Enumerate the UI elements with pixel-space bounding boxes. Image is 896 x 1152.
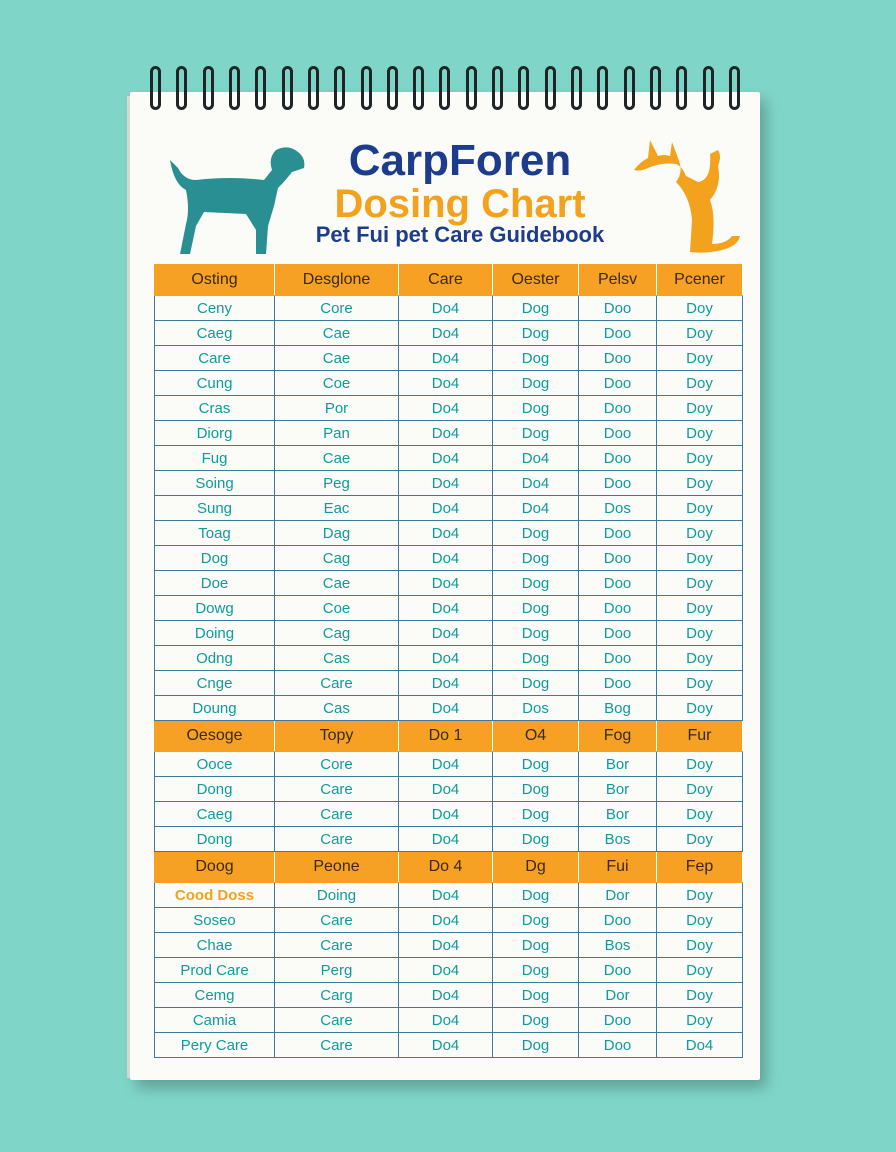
table-cell: Do4	[399, 571, 493, 596]
spiral-ring	[624, 66, 635, 110]
table-row	[155, 421, 743, 446]
table-row	[155, 521, 743, 546]
column-header: O4	[493, 721, 579, 752]
table-cell: Core	[275, 296, 399, 321]
table-cell: Doing	[275, 883, 399, 908]
table-cell: Cras	[155, 396, 275, 421]
table-cell: Cae	[275, 571, 399, 596]
table-cell: Dog	[493, 346, 579, 371]
table-cell: Dong	[155, 827, 275, 852]
table-cell: Dor	[579, 883, 657, 908]
table-row	[155, 371, 743, 396]
table-cell: Care	[275, 1008, 399, 1033]
table-cell: Cas	[275, 696, 399, 721]
column-header: Pelsv	[579, 265, 657, 296]
table-cell: Dog	[493, 883, 579, 908]
table-cell: Eac	[275, 496, 399, 521]
table-cell: Dog	[493, 908, 579, 933]
table-cell: Do4	[399, 908, 493, 933]
spiral-ring	[492, 66, 503, 110]
table-cell: Dog	[493, 671, 579, 696]
table-row	[155, 596, 743, 621]
table-cell: Bor	[579, 752, 657, 777]
table-cell: Bor	[579, 777, 657, 802]
spiral-ring	[255, 66, 266, 110]
table-cell: Dog	[493, 646, 579, 671]
table-cell: Doo	[579, 446, 657, 471]
table-cell: Por	[275, 396, 399, 421]
spiral-ring	[571, 66, 582, 110]
table-cell: Care	[275, 671, 399, 696]
table-row	[155, 471, 743, 496]
table-cell: Dowg	[155, 596, 275, 621]
table-cell: Doung	[155, 696, 275, 721]
table-row	[155, 396, 743, 421]
column-header: Peone	[275, 852, 399, 883]
table-cell: Toag	[155, 521, 275, 546]
table-row	[155, 621, 743, 646]
spiral-ring	[334, 66, 345, 110]
table-cell: Doo	[579, 908, 657, 933]
table-cell: Doy	[657, 496, 743, 521]
table-cell: Doo	[579, 396, 657, 421]
table-cell: Doe	[155, 571, 275, 596]
table-cell: Do4	[399, 933, 493, 958]
table-cell: Cae	[275, 346, 399, 371]
table-cell: Cag	[275, 621, 399, 646]
table-cell: Doo	[579, 546, 657, 571]
table-cell: Dog	[155, 546, 275, 571]
table-cell: Dog	[493, 1033, 579, 1058]
table-cell: Coe	[275, 596, 399, 621]
table-row	[155, 983, 743, 1008]
table-cell: Soing	[155, 471, 275, 496]
table-cell: Doy	[657, 908, 743, 933]
table-cell: Do4	[399, 1033, 493, 1058]
table-cell: Cood Doss	[155, 883, 275, 908]
section-header-row	[155, 721, 743, 752]
table-cell: Do4	[657, 1033, 743, 1058]
table-cell: Dog	[493, 1008, 579, 1033]
table-cell: Dos	[493, 696, 579, 721]
table-cell: Care	[275, 933, 399, 958]
table-cell: Pan	[275, 421, 399, 446]
table-cell: Do4	[399, 471, 493, 496]
table-cell: Dog	[493, 421, 579, 446]
table-cell: Cnge	[155, 671, 275, 696]
table-row	[155, 696, 743, 721]
table-cell: Do4	[399, 646, 493, 671]
column-header: Oesoge	[155, 721, 275, 752]
column-header: Do 1	[399, 721, 493, 752]
table-row	[155, 571, 743, 596]
table-cell: Doo	[579, 596, 657, 621]
table-cell: Do4	[399, 421, 493, 446]
table-cell: Cemg	[155, 983, 275, 1008]
table-cell: Cag	[275, 546, 399, 571]
spiral-ring	[545, 66, 556, 110]
column-header: Do 4	[399, 852, 493, 883]
table-cell: Doy	[657, 883, 743, 908]
table-cell: Dog	[493, 802, 579, 827]
table-cell: Do4	[399, 546, 493, 571]
table-cell: Doy	[657, 696, 743, 721]
table-cell: Bog	[579, 696, 657, 721]
table-cell: Do4	[399, 958, 493, 983]
table-cell: Do4	[399, 1008, 493, 1033]
table-cell: Care	[155, 346, 275, 371]
table-cell: Caeg	[155, 802, 275, 827]
table-cell: Doy	[657, 827, 743, 852]
cat-silhouette-icon	[626, 136, 746, 260]
table-cell: Do4	[399, 621, 493, 646]
table-cell: Do4	[399, 346, 493, 371]
table-cell: Dog	[493, 777, 579, 802]
table-cell: Doo	[579, 346, 657, 371]
table-cell: Bos	[579, 827, 657, 852]
table-row	[155, 933, 743, 958]
table-cell: Bos	[579, 933, 657, 958]
table-cell: Doo	[579, 371, 657, 396]
table-cell: Prod Care	[155, 958, 275, 983]
table-cell: Do4	[399, 321, 493, 346]
table-cell: Doo	[579, 421, 657, 446]
table-cell: Doo	[579, 321, 657, 346]
table-row	[155, 446, 743, 471]
spiral-ring	[308, 66, 319, 110]
table-cell: Doo	[579, 296, 657, 321]
table-cell: Doo	[579, 521, 657, 546]
table-cell: Ceny	[155, 296, 275, 321]
table-cell: Doy	[657, 471, 743, 496]
table-cell: Care	[275, 777, 399, 802]
table-row	[155, 1008, 743, 1033]
table-cell: Core	[275, 752, 399, 777]
table-cell: Coe	[275, 371, 399, 396]
table-cell: Dog	[493, 596, 579, 621]
dog-silhouette-icon	[160, 140, 310, 260]
table-cell: Doy	[657, 777, 743, 802]
table-cell: Do4	[493, 446, 579, 471]
table-row	[155, 958, 743, 983]
table-cell: Doo	[579, 621, 657, 646]
table-row	[155, 496, 743, 521]
table-cell: Doy	[657, 396, 743, 421]
spiral-ring	[518, 66, 529, 110]
table-cell: Doo	[579, 671, 657, 696]
table-row	[155, 827, 743, 852]
table-cell: Do4	[399, 671, 493, 696]
chart-subtitle: Pet Fui pet Care Guidebook	[315, 222, 605, 247]
column-header: Topy	[275, 721, 399, 752]
table-cell: Do4	[399, 396, 493, 421]
table-cell: Doy	[657, 983, 743, 1008]
table-row	[155, 546, 743, 571]
table-cell: Dag	[275, 521, 399, 546]
table-cell: Dog	[493, 321, 579, 346]
spiral-ring	[439, 66, 450, 110]
column-header: Osting	[155, 265, 275, 296]
table-row	[155, 908, 743, 933]
table-row	[155, 752, 743, 777]
table-row	[155, 802, 743, 827]
table-cell: Dog	[493, 827, 579, 852]
table-row	[155, 321, 743, 346]
section-header-row	[155, 265, 743, 296]
table-cell: Do4	[399, 752, 493, 777]
table-cell: Dog	[493, 396, 579, 421]
table-cell: Doy	[657, 421, 743, 446]
table-cell: Doy	[657, 621, 743, 646]
table-cell: Doo	[579, 958, 657, 983]
table-row	[155, 883, 743, 908]
section-header-row	[155, 852, 743, 883]
table-cell: Cae	[275, 446, 399, 471]
spiral-ring	[361, 66, 372, 110]
table-cell: Pery Care	[155, 1033, 275, 1058]
column-header: Pcener	[657, 265, 743, 296]
table-cell: Cung	[155, 371, 275, 396]
spiral-ring	[150, 66, 161, 110]
spiral-ring	[466, 66, 477, 110]
table-cell: Peg	[275, 471, 399, 496]
table-cell: Doy	[657, 571, 743, 596]
spiral-ring	[650, 66, 661, 110]
table-cell: Doo	[579, 471, 657, 496]
table-cell: Dog	[493, 296, 579, 321]
table-cell: Dong	[155, 777, 275, 802]
table-cell: Ooce	[155, 752, 275, 777]
table-cell: Dog	[493, 621, 579, 646]
table-cell: Do4	[399, 371, 493, 396]
table-cell: Doo	[579, 571, 657, 596]
table-cell: Dog	[493, 546, 579, 571]
table-cell: Bor	[579, 802, 657, 827]
table-cell: Doy	[657, 958, 743, 983]
table-cell: Doy	[657, 296, 743, 321]
spiral-ring	[597, 66, 608, 110]
spiral-ring	[229, 66, 240, 110]
column-header: Desglone	[275, 265, 399, 296]
table-cell: Do4	[399, 296, 493, 321]
table-cell: Doy	[657, 446, 743, 471]
spiral-ring	[203, 66, 214, 110]
table-cell: Perg	[275, 958, 399, 983]
table-cell: Doy	[657, 802, 743, 827]
table-cell: Dor	[579, 983, 657, 1008]
column-header: Doog	[155, 852, 275, 883]
table-row	[155, 646, 743, 671]
table-cell: Fug	[155, 446, 275, 471]
table-cell: Do4	[399, 802, 493, 827]
table-cell: Dos	[579, 496, 657, 521]
table-cell: Care	[275, 908, 399, 933]
table-cell: Cae	[275, 321, 399, 346]
table-cell: Do4	[399, 521, 493, 546]
table-row	[155, 1033, 743, 1058]
table-cell: Doy	[657, 371, 743, 396]
table-cell: Do4	[399, 827, 493, 852]
column-header: Fur	[657, 721, 743, 752]
table-cell: Doy	[657, 933, 743, 958]
table-cell: Dog	[493, 752, 579, 777]
column-header: Dg	[493, 852, 579, 883]
table-cell: Doy	[657, 646, 743, 671]
table-cell: Camia	[155, 1008, 275, 1033]
table-cell: Dog	[493, 983, 579, 1008]
column-header: Care	[399, 265, 493, 296]
spiral-ring	[282, 66, 293, 110]
column-header: Fog	[579, 721, 657, 752]
table-cell: Doy	[657, 346, 743, 371]
table-cell: Doo	[579, 1008, 657, 1033]
table-cell: Doo	[579, 1033, 657, 1058]
table-cell: Soseo	[155, 908, 275, 933]
table-cell: Dog	[493, 371, 579, 396]
table-cell: Doy	[657, 596, 743, 621]
spiral-binding	[150, 66, 740, 112]
table-cell: Care	[275, 827, 399, 852]
dosing-table	[154, 264, 743, 1058]
table-cell: Diorg	[155, 421, 275, 446]
table-cell: Do4	[399, 446, 493, 471]
table-cell: Doy	[657, 752, 743, 777]
table-row	[155, 777, 743, 802]
table-cell: Doy	[657, 521, 743, 546]
table-row	[155, 671, 743, 696]
table-cell: Dog	[493, 958, 579, 983]
table-cell: Care	[275, 1033, 399, 1058]
spiral-ring	[703, 66, 714, 110]
table-cell: Cas	[275, 646, 399, 671]
column-header: Fep	[657, 852, 743, 883]
table-cell: Chae	[155, 933, 275, 958]
table-cell: Dog	[493, 933, 579, 958]
table-cell: Odng	[155, 646, 275, 671]
spiral-ring	[676, 66, 687, 110]
chart-title: Dosing Chart	[334, 182, 586, 226]
table-cell: Do4	[399, 596, 493, 621]
table-cell: Do4	[399, 883, 493, 908]
brand-title: CarpForen	[348, 136, 572, 185]
table-cell: Dog	[493, 521, 579, 546]
table-cell: Doing	[155, 621, 275, 646]
table-cell: Care	[275, 802, 399, 827]
spiral-ring	[413, 66, 424, 110]
table-cell: Sung	[155, 496, 275, 521]
table-row	[155, 296, 743, 321]
table-cell: Doy	[657, 671, 743, 696]
table-cell: Doy	[657, 321, 743, 346]
table-cell: Doy	[657, 1008, 743, 1033]
table-cell: Doy	[657, 546, 743, 571]
table-cell: Do4	[493, 496, 579, 521]
spiral-ring	[387, 66, 398, 110]
table-cell: Do4	[399, 696, 493, 721]
table-cell: Carg	[275, 983, 399, 1008]
table-cell: Dog	[493, 571, 579, 596]
table-cell: Doo	[579, 646, 657, 671]
table-cell: Do4	[399, 983, 493, 1008]
spiral-ring	[176, 66, 187, 110]
table-cell: Do4	[399, 496, 493, 521]
table-row	[155, 346, 743, 371]
table-cell: Do4	[493, 471, 579, 496]
spiral-ring	[729, 66, 740, 110]
column-header: Oester	[493, 265, 579, 296]
table-cell: Caeg	[155, 321, 275, 346]
column-header: Fui	[579, 852, 657, 883]
table-cell: Do4	[399, 777, 493, 802]
